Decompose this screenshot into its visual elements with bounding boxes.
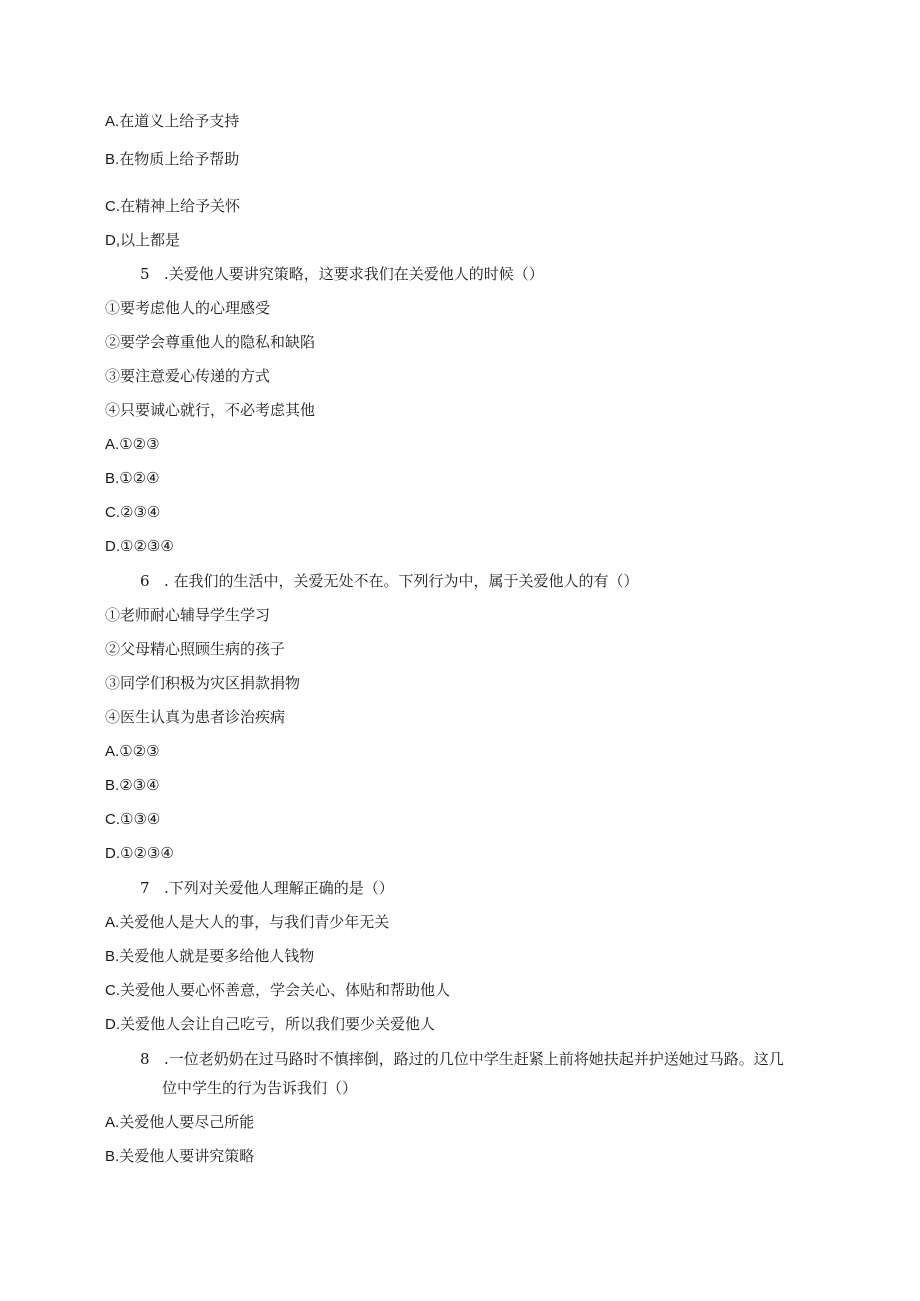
statement: ④只要诚心就行，不必考虑其他 xyxy=(105,401,316,419)
statement: ①老师耐心辅导学生学习 xyxy=(105,606,271,624)
option-a: A.关爱他人是大人的事，与我们青少年无关 xyxy=(105,913,390,931)
option-a: A.①②③ xyxy=(105,742,160,760)
option-a: A.在道义上给予支持 xyxy=(105,112,240,130)
option-b: B.②③④ xyxy=(105,776,160,794)
option-a: A.关爱他人要尽己所能 xyxy=(105,1113,255,1131)
option-c: C.①③④ xyxy=(105,810,161,828)
statement: ③要注意爱心传递的方式 xyxy=(105,367,271,385)
option-b: B.①②④ xyxy=(105,469,160,487)
option-d: D.①②③④ xyxy=(105,844,174,862)
option-c: C.关爱他人要心怀善意，学会关心、体贴和帮助他人 xyxy=(105,981,451,999)
question-5-stem: 5 .关爱他人要讲究策略，这要求我们在关爱他人的时候（） xyxy=(140,265,544,283)
option-a: A.①②③ xyxy=(105,435,160,453)
option-d: D.关爱他人会让自己吃亏，所以我们要少关爱他人 xyxy=(105,1015,436,1033)
statement: ①要考虑他人的心理感受 xyxy=(105,299,271,317)
statement: ②父母精心照顾生病的孩子 xyxy=(105,640,286,658)
option-c: C.②③④ xyxy=(105,503,161,521)
question-number: 8 xyxy=(140,1050,150,1068)
statement: ②要学会尊重他人的隐私和缺陷 xyxy=(105,333,316,351)
option-b: B.关爱他人就是要多给他人钱物 xyxy=(105,947,315,965)
question-8-stem-continued: 位中学生的行为告诉我们（） xyxy=(162,1079,358,1097)
question-number: 5 xyxy=(140,265,150,283)
statement: ③同学们积极为灾区捐款捐物 xyxy=(105,674,301,692)
option-b: B.在物质上给予帮助 xyxy=(105,150,240,168)
question-number: 6 xyxy=(140,572,150,590)
question-number: 7 xyxy=(140,879,150,897)
question-6-stem: 6 . 在我们的生活中，关爱无处不在。下列行为中，属于关爱他人的有（） xyxy=(140,572,639,590)
question-7-stem: 7 .下列对关爱他人理解正确的是（） xyxy=(140,879,394,897)
question-8-stem: 8 .一位老奶奶在过马路时不慎摔倒，路过的几位中学生赶紧上前将她扶起并护送她过马路。这几 xyxy=(140,1050,784,1068)
option-d: D,以上都是 xyxy=(105,231,181,249)
option-c: C.在精神上给予关怀 xyxy=(105,197,241,215)
statement: ④医生认真为患者诊治疾病 xyxy=(105,708,286,726)
option-d: D.①②③④ xyxy=(105,537,174,555)
option-b: B.关爱他人要讲究策略 xyxy=(105,1147,255,1165)
